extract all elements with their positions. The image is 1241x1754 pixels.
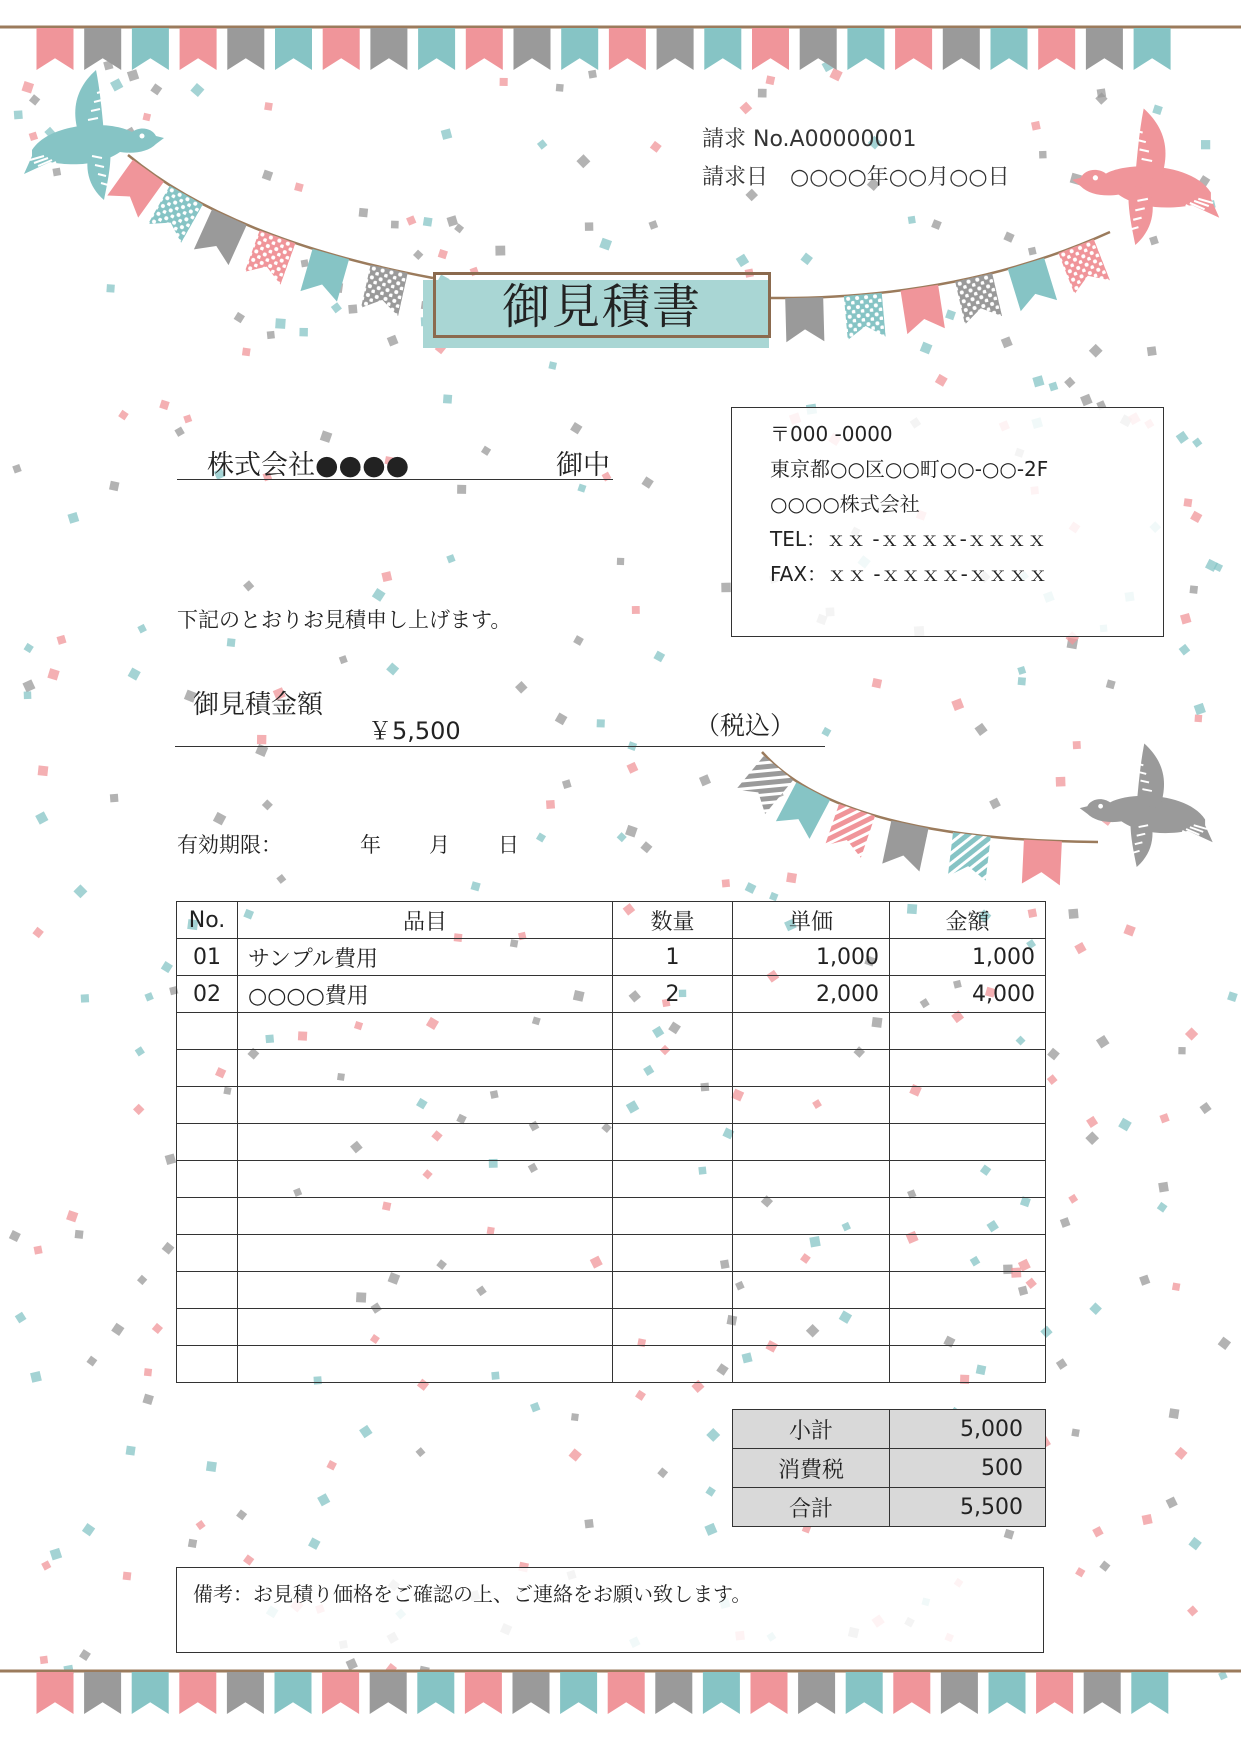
cell-quantity	[613, 1087, 733, 1124]
cell-unit-price	[733, 1198, 890, 1235]
cell-amount	[890, 1346, 1046, 1383]
cell-item	[238, 1087, 613, 1124]
cell-unit-price: 2,000	[733, 976, 890, 1013]
cell-quantity: 2	[613, 976, 733, 1013]
invoice-number: 請求 No.A00000001	[702, 127, 917, 152]
tax-value: 500	[890, 1449, 1046, 1488]
cell-quantity	[613, 1272, 733, 1309]
tax-included-note: （税込）	[695, 711, 796, 740]
tax-label: 消費税	[733, 1449, 890, 1488]
cell-no	[177, 1272, 238, 1309]
cell-unit-price	[733, 1309, 890, 1346]
cell-amount	[890, 1235, 1046, 1272]
cell-item	[238, 1050, 613, 1087]
cell-no	[177, 1235, 238, 1272]
page-title: 御見積書	[501, 279, 702, 335]
table-row	[177, 1161, 1046, 1198]
total-value: 5,500	[890, 1488, 1046, 1527]
cell-unit-price	[733, 1013, 890, 1050]
table-row	[177, 1235, 1046, 1272]
notes-text: 備考：お見積り価格をご確認の上、ご連絡をお願い致します。	[193, 1582, 752, 1606]
cell-item	[238, 1013, 613, 1050]
cell-quantity	[613, 1235, 733, 1272]
cell-no: 01	[177, 939, 238, 976]
header-amount: 金額	[890, 902, 1046, 939]
cell-amount	[890, 1013, 1046, 1050]
cell-no	[177, 1087, 238, 1124]
cell-item	[238, 1309, 613, 1346]
cell-item: サンプル費用	[238, 939, 613, 976]
cell-no: 02	[177, 976, 238, 1013]
cell-unit-price	[733, 1272, 890, 1309]
cell-quantity	[613, 1013, 733, 1050]
cell-unit-price	[733, 1235, 890, 1272]
tax-row	[733, 1449, 1046, 1488]
cell-quantity	[613, 1198, 733, 1235]
cell-amount: 1,000	[890, 939, 1046, 976]
cell-item	[238, 1272, 613, 1309]
validity-label: 有効期限：	[177, 833, 282, 857]
cell-no	[177, 1161, 238, 1198]
estimate-amount: ￥5,500	[368, 717, 461, 745]
cell-unit-price	[733, 1050, 890, 1087]
table-row	[177, 939, 1046, 976]
sender-info-box	[731, 407, 1164, 637]
items-table	[176, 901, 1046, 1383]
subtotal-label: 小計	[733, 1410, 890, 1449]
cell-amount	[890, 1309, 1046, 1346]
sender-address: 東京都○○区○○町○○-○○-2F	[770, 457, 1049, 481]
cell-quantity: 1	[613, 939, 733, 976]
table-row	[177, 1309, 1046, 1346]
invoice-date: 請求日 ○○○○年○○月○○日	[702, 165, 1010, 190]
recipient-underline	[177, 479, 613, 480]
cell-quantity	[613, 1346, 733, 1383]
estimate-underline	[175, 746, 825, 747]
table-row	[177, 1050, 1046, 1087]
totals-table	[732, 1409, 1046, 1527]
table-row	[177, 1124, 1046, 1161]
cell-quantity	[613, 1309, 733, 1346]
header-unit-price: 単価	[733, 902, 890, 939]
cell-unit-price	[733, 1124, 890, 1161]
cell-no	[177, 1050, 238, 1087]
cell-quantity	[613, 1050, 733, 1087]
table-row	[177, 1087, 1046, 1124]
sender-tel: TEL：ｘｘ -ｘｘｘｘ-ｘｘｘｘ	[770, 527, 1047, 551]
validity-month: 月	[429, 833, 450, 857]
cell-quantity	[613, 1161, 733, 1198]
cell-quantity	[613, 1124, 733, 1161]
cell-amount	[890, 1124, 1046, 1161]
header-quantity: 数量	[613, 902, 733, 939]
sender-company: ○○○○株式会社	[770, 492, 920, 516]
cell-amount	[890, 1198, 1046, 1235]
cell-item: ○○○○費用	[238, 976, 613, 1013]
table-row	[177, 1272, 1046, 1309]
cell-no	[177, 1198, 238, 1235]
cell-item	[238, 1198, 613, 1235]
cell-item	[238, 1161, 613, 1198]
validity-day: 日	[498, 833, 519, 857]
cell-item	[238, 1346, 613, 1383]
header-no: No.	[177, 902, 238, 939]
validity-year: 年	[360, 833, 381, 857]
recipient-honorific: 御中	[556, 450, 610, 481]
total-label: 合計	[733, 1488, 890, 1527]
cell-unit-price	[733, 1161, 890, 1198]
header-item: 品目	[238, 902, 613, 939]
cell-amount: 4,000	[890, 976, 1046, 1013]
estimate-label: 御見積金額	[193, 690, 324, 720]
table-header-row	[177, 902, 1046, 939]
notes-box	[176, 1567, 1044, 1653]
total-row	[733, 1488, 1046, 1527]
cell-no	[177, 1309, 238, 1346]
cell-item	[238, 1235, 613, 1272]
subtotal-value: 5,000	[890, 1410, 1046, 1449]
sender-fax: FAX：ｘｘ -ｘｘｘｘ-ｘｘｘｘ	[770, 562, 1048, 586]
cell-item	[238, 1124, 613, 1161]
cell-amount	[890, 1272, 1046, 1309]
intro-text: 下記のとおりお見積申し上げます。	[177, 608, 512, 632]
cell-no	[177, 1346, 238, 1383]
cell-unit-price	[733, 1346, 890, 1383]
table-row	[177, 1198, 1046, 1235]
sender-postal: 〒000 -0000	[770, 422, 893, 446]
cell-no	[177, 1124, 238, 1161]
cell-amount	[890, 1161, 1046, 1198]
cell-amount	[890, 1087, 1046, 1124]
cell-unit-price	[733, 1087, 890, 1124]
cell-unit-price: 1,000	[733, 939, 890, 976]
table-row	[177, 1013, 1046, 1050]
subtotal-row	[733, 1410, 1046, 1449]
recipient-name: 株式会社●●●●	[207, 450, 410, 481]
cell-no	[177, 1013, 238, 1050]
table-row	[177, 976, 1046, 1013]
table-row	[177, 1346, 1046, 1383]
cell-amount	[890, 1050, 1046, 1087]
